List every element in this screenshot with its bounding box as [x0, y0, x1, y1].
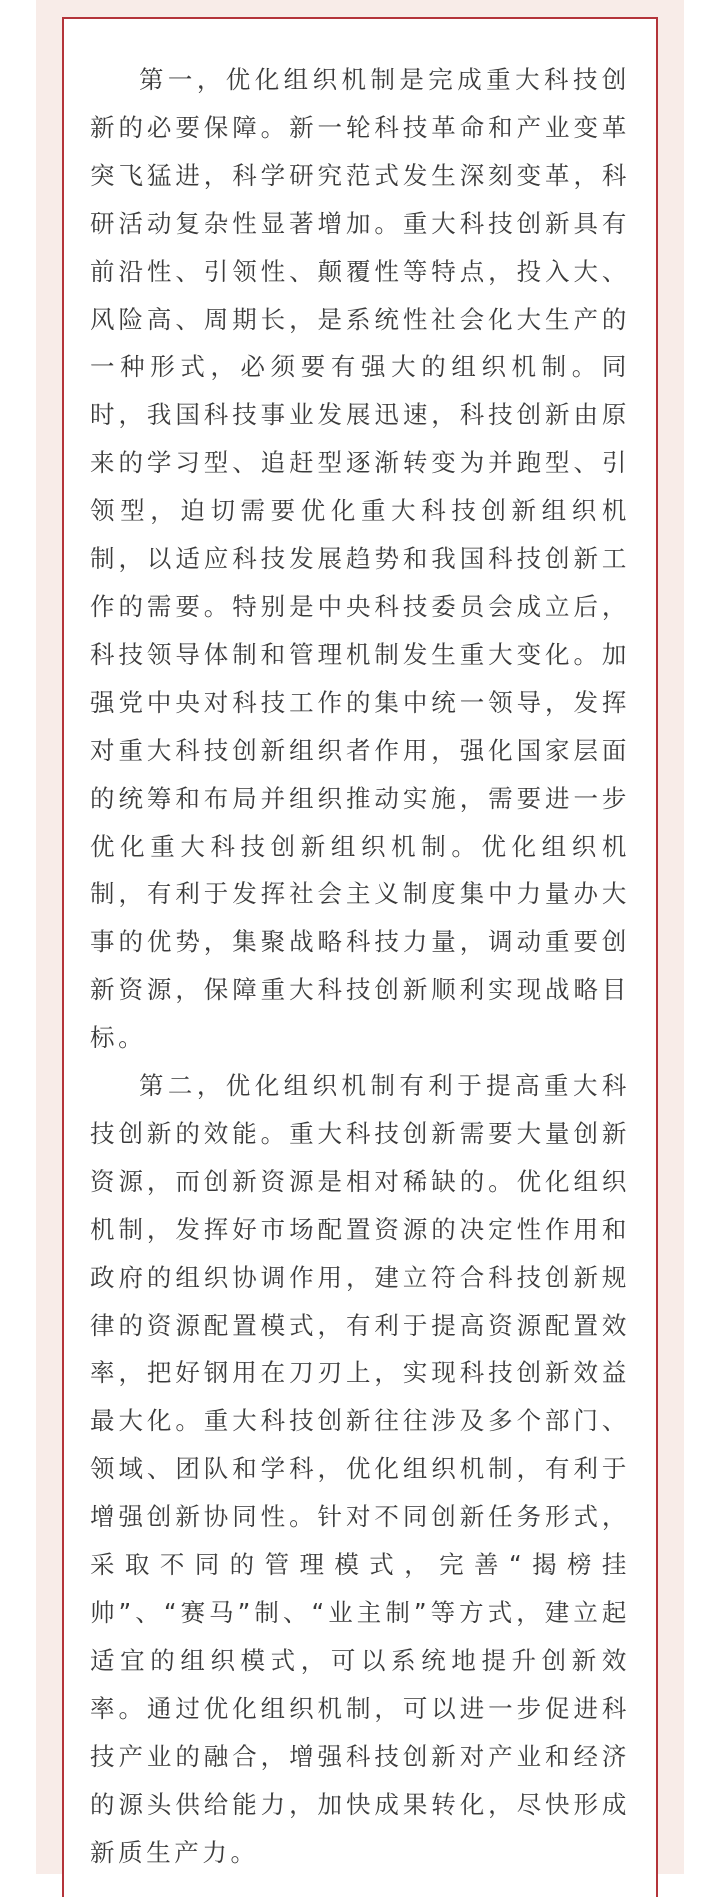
- article-paragraph-1: 第一，优化组织机制是完成重大科技创新的必要保障。新一轮科技革命和产业变革突飞猛进，科学研究范式发生深刻变革，科研活动复杂性显著增加。重大科技创新具有前沿性、引领性、颠覆性等特点，投入大、风险高、周期长，是系统性社会化大生产的一种形式，必须要有强大的组织机制。同时，我国科技事业发展迅速，科技创新由原来的学习型、追赶型逐渐转变为并跑型、引领型，迫切需要优化重大科技创新组织机制，以适应科技发展趋势和我国科技创新工作的需要。特别是中央科技委员会成立后，科技领导体制和管理机制发生重大变化。加强党中央对科技工作的集中统一领导，发挥对重大科技创新组织者作用，强化国家层面的统筹和布局并组织推动实施，需要进一步优化重大科技创新组织机制。优化组织机制，有利于发挥社会主义制度集中力量办大事的优势，集聚战略科技力量，调动重要创新资源，保障重大科技创新顺利实现战略目标。: [90, 65, 630, 1053]
- article-paragraph-2: 第二，优化组织机制有利于提高重大科技创新的效能。重大科技创新需要大量创新资源，而创新资源是相对稀缺的。优化组织机制，发挥好市场配置资源的决定性作用和政府的组织协调作用，建立符合科技创新规律的资源配置模式，有利于提高资源配置效率，把好钢用在刀刃上，实现科技创新效益最大化。重大科技创新往往涉及多个部门、领域、团队和学科，优化组织机制，有利于增强创新协同性。针对不同创新任务形式，采取不同的管理模式，完善“揭榜挂帅”、“赛马”制、“业主制”等方式，建立起适宜的组织模式，可以系统地提升创新效率。通过优化组织机制，可以进一步促进科技产业的融合，增强科技创新对产业和经济的源头供给能力，加快成果转化，尽快形成新质生产力。: [90, 1071, 630, 1867]
- article-body: [90, 56, 630, 1876]
